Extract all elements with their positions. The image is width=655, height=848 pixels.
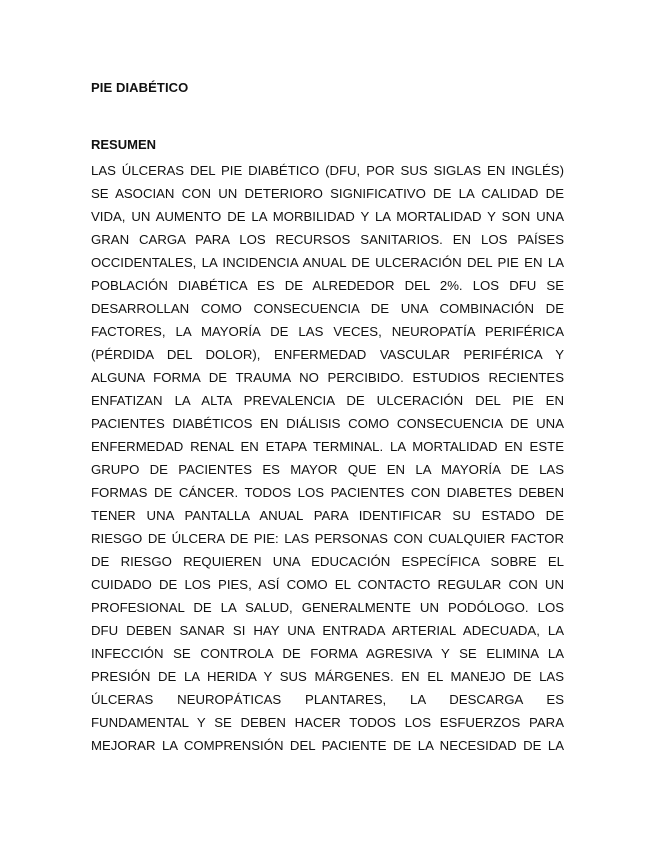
body-line: TENER UNA PANTALLA ANUAL PARA IDENTIFICAR SU ESTADO DE <box>91 508 564 523</box>
body-line: DFU DEBEN SANAR SI HAY UNA ENTRADA ARTERIAL ADECUADA, LA <box>91 623 564 638</box>
body-line: ENFERMEDAD RENAL EN ETAPA TERMINAL. LA MORTALIDAD EN ESTE <box>91 439 564 454</box>
body-line: GRAN CARGA PARA LOS RECURSOS SANITARIOS. EN LOS PAÍSES <box>91 232 564 247</box>
body-line: POBLACIÓN DIABÉTICA ES DE ALREDEDOR DEL 2%. LOS DFU SE <box>91 278 564 293</box>
body-line: GRUPO DE PACIENTES ES MAYOR QUE EN LA MAYORÍA DE LAS <box>91 462 564 477</box>
body-line: PRESIÓN DE LA HERIDA Y SUS MÁRGENES. EN EL MANEJO DE LAS <box>91 669 564 684</box>
body-line: PROFESIONAL DE LA SALUD, GENERALMENTE UN PODÓLOGO. LOS <box>91 600 564 615</box>
body-line: LAS ÚLCERAS DEL PIE DIABÉTICO (DFU, POR SUS SIGLAS EN INGLÉS) <box>91 163 564 178</box>
body-line: PACIENTES DIABÉTICOS EN DIÁLISIS COMO CONSECUENCIA DE UNA <box>91 416 564 431</box>
body-line: DESARROLLAN COMO CONSECUENCIA DE UNA COMBINACIÓN DE <box>91 301 564 316</box>
body-line: OCCIDENTALES, LA INCIDENCIA ANUAL DE ULCERACIÓN DEL PIE EN LA <box>91 255 564 270</box>
body-line: MEJORAR LA COMPRENSIÓN DEL PACIENTE DE LA NECESIDAD DE LA <box>91 738 564 753</box>
body-line: FUNDAMENTAL Y SE DEBEN HACER TODOS LOS ESFUERZOS PARA <box>91 715 564 730</box>
body-line: ALGUNA FORMA DE TRAUMA NO PERCIBIDO. ESTUDIOS RECIENTES <box>91 370 564 385</box>
body-line: DE RIESGO REQUIEREN UNA EDUCACIÓN ESPECÍFICA SOBRE EL <box>91 554 564 569</box>
body-line: FORMAS DE CÁNCER. TODOS LOS PACIENTES CON DIABETES DEBEN <box>91 485 564 500</box>
body-line: VIDA, UN AUMENTO DE LA MORBILIDAD Y LA MORTALIDAD Y SON UNA <box>91 209 564 224</box>
section-heading-resumen: RESUMEN <box>91 137 157 152</box>
body-line: INFECCIÓN SE CONTROLA DE FORMA AGRESIVA Y SE ELIMINA LA <box>91 646 564 661</box>
body-line: ENFATIZAN LA ALTA PREVALENCIA DE ULCERACIÓN DEL PIE EN <box>91 393 564 408</box>
document-title: PIE DIABÉTICO <box>91 80 189 95</box>
body-line: (PÉRDIDA DEL DOLOR), ENFERMEDAD VASCULAR PERIFÉRICA Y <box>91 347 564 362</box>
body-line: CUIDADO DE LOS PIES, ASÍ COMO EL CONTACTO REGULAR CON UN <box>91 577 564 592</box>
body-line: RIESGO DE ÚLCERA DE PIE: LAS PERSONAS CON CUALQUIER FACTOR <box>91 531 564 546</box>
body-line: SE ASOCIAN CON UN DETERIORO SIGNIFICATIVO DE LA CALIDAD DE <box>91 186 564 201</box>
body-line: ÚLCERAS NEUROPÁTICAS PLANTARES, LA DESCARGA ES <box>91 692 564 707</box>
abstract-body <box>91 162 564 760</box>
body-line: FACTORES, LA MAYORÍA DE LAS VECES, NEUROPATÍA PERIFÉRICA <box>91 324 564 339</box>
